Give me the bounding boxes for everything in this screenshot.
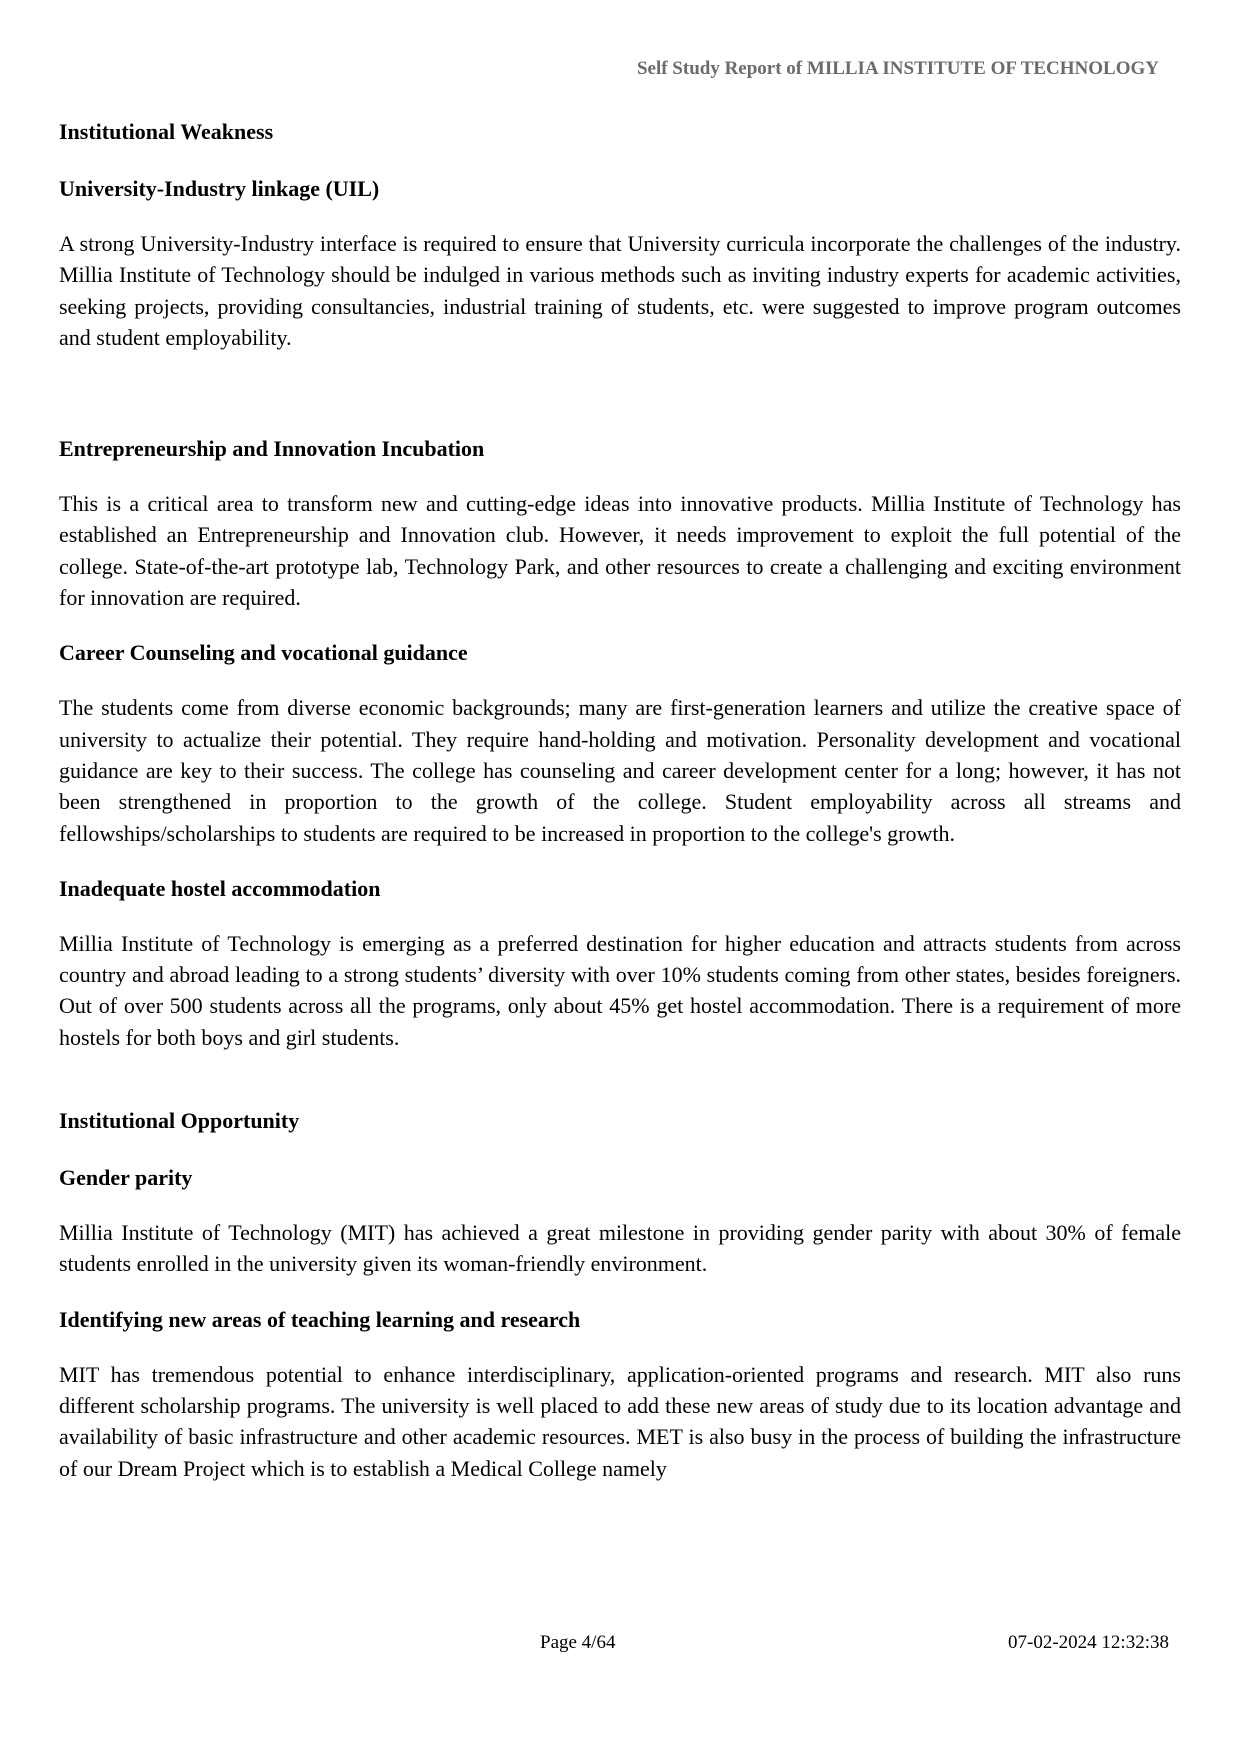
paragraph-hostel: Millia Institute of Technology is emerging as a preferred destination for higher education and attracts students from across country and abroad leading to a strong students’ diversity with over 10% students coming from other states, besides foreigners. Out of over 500 students across all the programs, only about 45% get hostel accommodation. There is a requirement of more hostels for both boys and girl students. [59,930,1181,1050]
footer-timestamp: 07-02-2024 12:32:38 [1008,1632,1169,1653]
section-heading-weakness: Institutional Weakness [59,119,274,144]
heading-uil: University-Industry linkage (UIL) [59,176,380,201]
paragraph-gender: Millia Institute of Technology (MIT) has achieved a great milestone in providing gender parity with about 30% of female students enrolled in the university given its woman-friendly environment. [59,1220,1181,1277]
heading-career: Career Counseling and vocational guidance [59,640,468,666]
page-number: Page 4/64 [540,1632,616,1653]
heading-new-areas: Identifying new areas of teaching learning and research [59,1306,581,1332]
heading-gender: Gender parity [59,1165,193,1191]
heading-hostel: Inadequate hostel accommodation [59,875,381,901]
heading-entrepreneurship: Entrepreneurship and Innovation Incubation [59,436,485,462]
document-body [59,116,1181,1484]
section-heading-opportunity: Institutional Opportunity [59,1108,300,1134]
paragraph-uil: A strong University-Industry interface is required to ensure that University curricula incorporate the challenges of the industry. Millia Institute of Technology should be indulged in various methods such as inviting industry experts for academic activities, seeking projects, providing consultancies, industrial training of students, etc. were suggested to improve program outcomes and student employability. [59,231,1181,350]
paragraph-entrepreneurship: This is a critical area to transform new and cutting-edge ideas into innovative products. Millia Institute of Technology has established an Entrepreneurship and Innovation club. However, it needs improvement to exploit the full potential of the college. State-of-the-art prototype lab, Technology Park, and other resources to create a challenging and exciting environment for innovation are required. [59,491,1181,611]
report-header: Self Study Report of MILLIA INSTITUTE OF TECHNOLOGY [636,58,1159,79]
paragraph-career: The students come from diverse economic backgrounds; many are first-generation learners and utilize the creative space of university to actualize their potential. They require hand-holding and motivation. Personality development and vocational guidance are key to their success. The college has counseling and career development center for a long; however, it has not been strengthened in proportion to the growth of the college. Student employability across all streams and fellowships/scholarships to students are required to be increased in proportion to the college's growth. [59,695,1181,846]
paragraph-new-areas: MIT has tremendous potential to enhance interdisciplinary, application-oriented programs and research. MIT also runs different scholarship programs. The university is well placed to add these new areas of study due to its location advantage and availability of basic infrastructure and other academic resources. MET is also busy in the process of building the infrastructure of our Dream Project which is to establish a Medical College namely [59,1361,1181,1481]
